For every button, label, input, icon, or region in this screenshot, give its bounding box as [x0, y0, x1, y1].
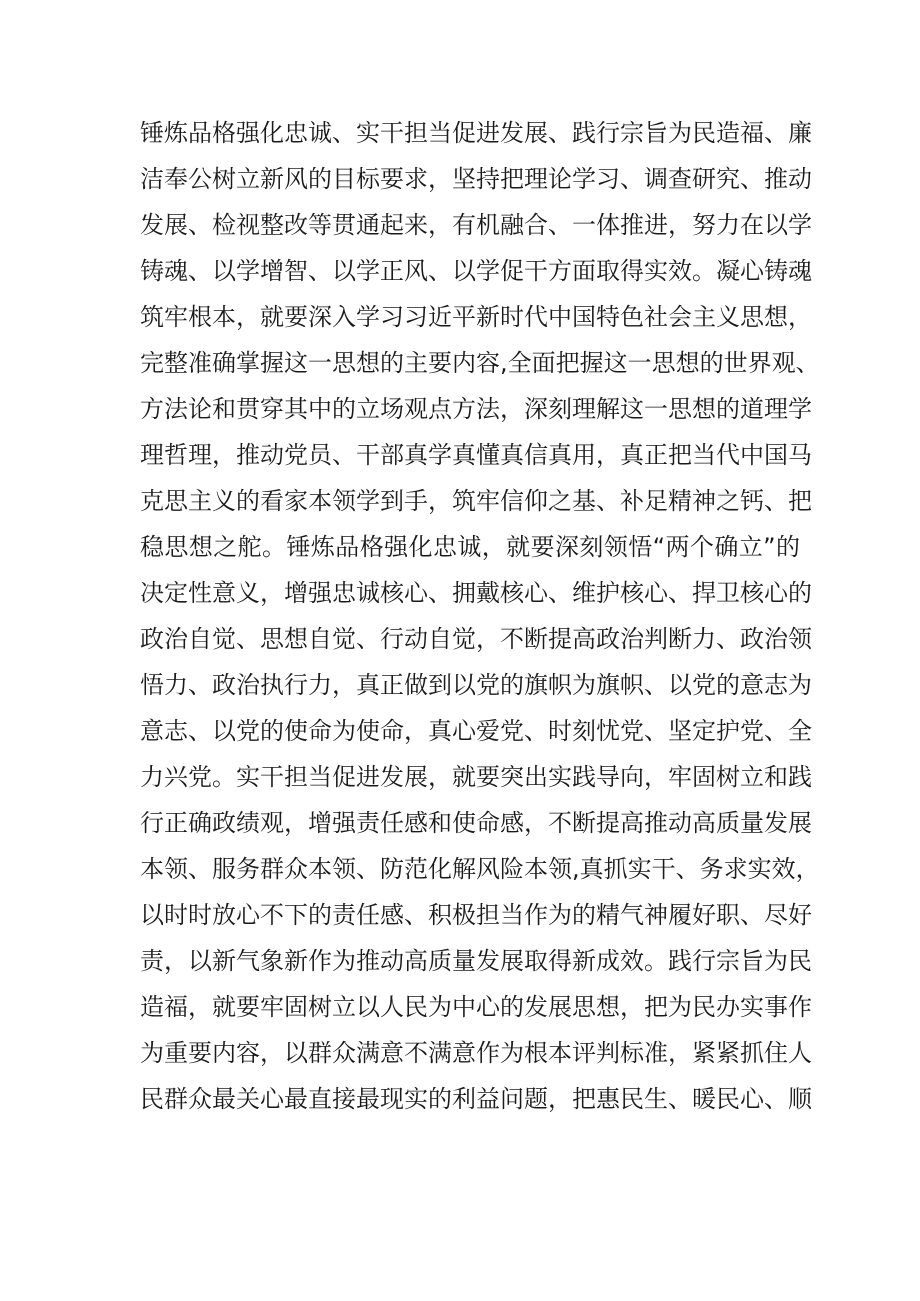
text-line: 方法论和贯穿其中的立场观点方法，深刻理解这一思想的道理学: [140, 395, 812, 423]
text-line: 稳思想之舵。锤炼品格强化忠诚，就要深刻领悟“两个确立”的: [140, 533, 800, 561]
text-line: 发展、检视整改等贯通起来，有机融合、一体推进，努力在以学: [140, 211, 812, 239]
text-line: 决定性意义，增强忠诚核心、拥戴核心、维护核心、捍卫核心的: [140, 579, 812, 607]
text-line: 为重要内容，以群众满意不满意作为根本评判标准，紧紧抓住人: [140, 1039, 812, 1067]
text-line: 完整准确掌握这一思想的主要内容,全面把握这一思想的世界观、: [140, 349, 820, 377]
text-line: 责，以新气象新作为推动高质量发展取得新成效。践行宗旨为民: [140, 947, 812, 975]
text-line: 以时时放心不下的责任感、积极担当作为的精气神履好职、尽好: [140, 901, 812, 929]
text-line: 力兴党。实干担当促进发展，就要突出实践导向，牢固树立和践: [140, 763, 812, 791]
text-line: 政治自觉、思想自觉、行动自觉，不断提高政治判断力、政治领: [140, 625, 812, 653]
text-line: 铸魂、以学增智、以学正风、以学促干方面取得实效。凝心铸魂: [140, 257, 812, 285]
text-line: 民群众最关心最直接最现实的利益问题，把惠民生、暖民心、顺: [140, 1085, 812, 1113]
text-line: 理哲理，推动党员、干部真学真懂真信真用，真正把当代中国马: [140, 441, 812, 469]
text-line: 锤炼品格强化忠诚、实干担当促进发展、践行宗旨为民造福、廉: [140, 119, 812, 147]
text-line: 悟力、政治执行力，真正做到以党的旗帜为旗帜、以党的意志为: [140, 671, 812, 699]
text-line: 造福，就要牢固树立以人民为中心的发展思想，把为民办实事作: [140, 993, 812, 1021]
body-paragraph: [140, 110, 820, 1122]
text-line: 克思主义的看家本领学到手，筑牢信仰之基、补足精神之钙、把: [140, 487, 812, 515]
text-line: 行正确政绩观，增强责任感和使命感，不断提高推动高质量发展: [140, 809, 812, 837]
text-line: 意志、以党的使命为使命，真心爱党、时刻忧党、坚定护党、全: [140, 717, 812, 745]
text-line: 本领、服务群众本领、防范化解风险本领,真抓实干、务求实效，: [140, 855, 820, 883]
text-line: 洁奉公树立新风的目标要求，坚持把理论学习、调查研究、推动: [140, 165, 812, 193]
text-line: 筑牢根本，就要深入学习习近平新时代中国特色社会主义思想，: [140, 303, 812, 331]
